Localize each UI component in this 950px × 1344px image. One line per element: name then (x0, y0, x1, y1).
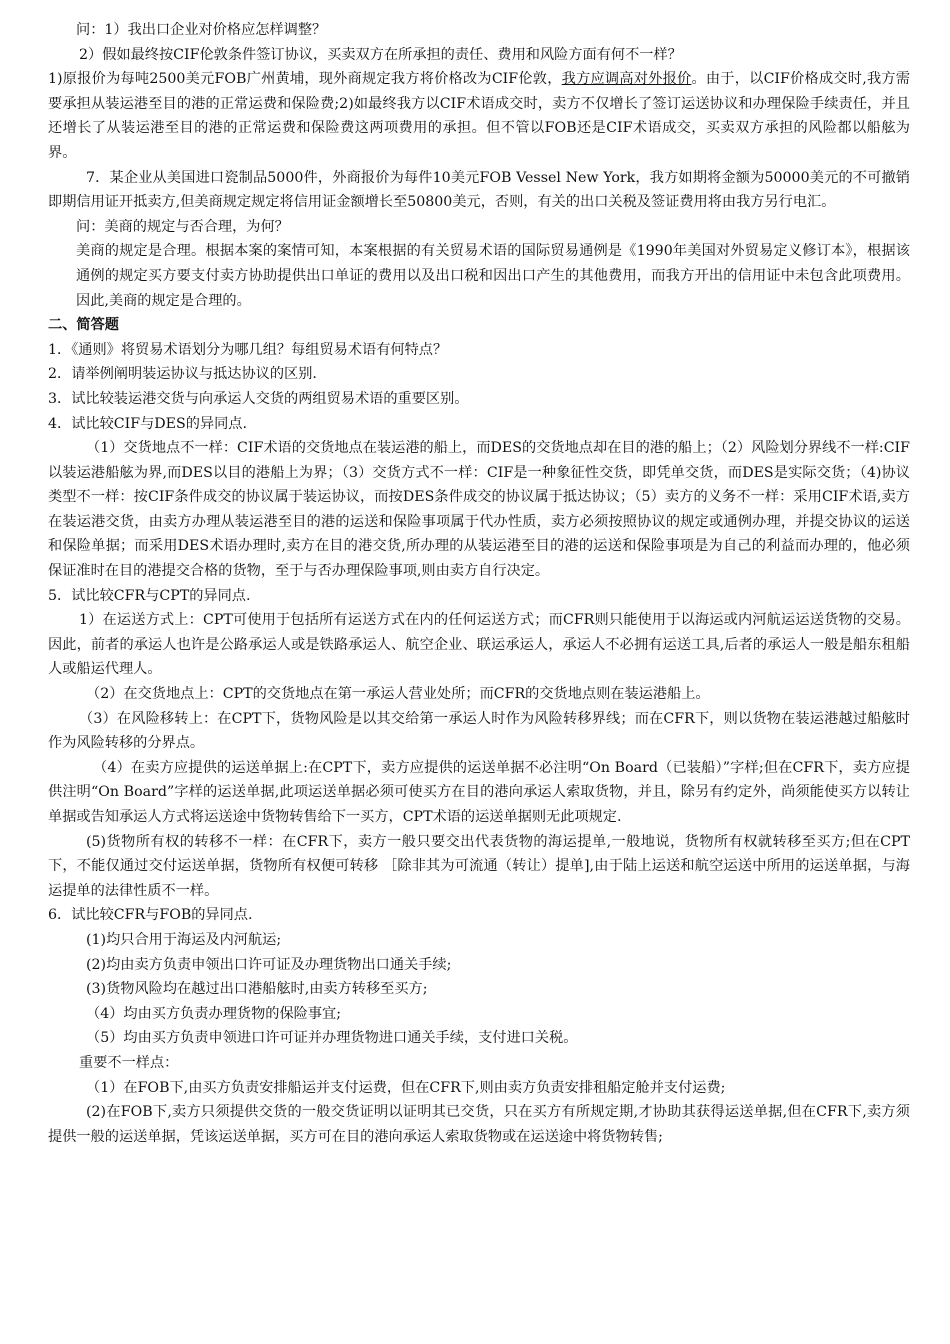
question-item: 4．试比较CIF与DES的异同点. (48, 415, 247, 432)
answer-paragraph: (2)在FOB下,卖方只须提供交货的一般交货证明以证明其已交货，只在买方有所规定期,才协助其获得运送单据,但在CFR下,卖方须提供一般的运送单据，凭该运送单据，买方可在目的港向承运人索取货物或在运送途中将货物转售; (48, 1104, 910, 1145)
answer-text: 1)原报价为每吨2500美元FOB广州黄埔，现外商规定我方将价格改为CIF伦敦， (48, 71, 562, 88)
answer-paragraph: (5)货物所有权的转移不一样：在CFR下，卖方一般只要交出代表货物的海运提单,一般地说，货物所有权就转移至买方;但在CPT下，不能仅通过交付运送单据，货物所有权便可转移 ［除非其为可流通（转让）提单],由于陆上运送和航空运送中所用的运送单据，与海运提单的法律性质不一样。 (48, 833, 910, 899)
list-item: （4）均由买方负责办理货物的保险事宜; (86, 1005, 341, 1022)
question-item: 3．试比较装运港交货与向承运人交货的两组贸易术语的重要区别。 (48, 390, 469, 407)
case-paragraph: 7．某企业从美国进口瓷制品5000件，外商报价为每件10美元FOB Vessel New York，我方如期将金额为50000美元的不可撤销即期信用证开抵卖方,但美商规定规定将信用证金额增长至50800美元，否则，有关的出口关税及签证费用将由我方另行电汇。 (48, 169, 910, 211)
question-item: 2．请举例阐明装运协议与抵达协议的区别. (48, 366, 317, 383)
answer-paragraph: 美商的规定是合理。根据本案的案情可知，本案根据的有关贸易术语的国际贸易通例是《1990年美国对外贸易定义修订本》，根据该通例的规定买方要支付卖方协助提供出口单证的费用以及出口税和因出口产生的其他费用，而我方开出的信用证中未包含此项费用。因此,美商的规定是合理的。 (76, 243, 910, 309)
question-item: 1．《通则》将贸易术语划分为哪几组？每组贸易术语有何特点？ (48, 341, 448, 358)
question-line: 问：1）我出口企业对价格应怎样调整？ (76, 22, 327, 38)
list-item: (1)均只合用于海运及内河航运; (86, 931, 282, 948)
question-line: 问：美商的规定与否合理，为何？ (76, 218, 289, 235)
list-item: (3)货物风险均在越过出口港船舷时,由卖方转移至买方; (86, 981, 428, 998)
question-item: 5．试比较CFR与CPT的异同点. (48, 587, 251, 604)
answer-paragraph: （4）在卖方应提供的运送单据上:在CPT下，卖方应提供的运送单据不必注明“On Board（已装船）”字样;但在CFR下，卖方应提供注明“On Board”字样的运送单据,此项运送单据必须可使买方在目的港向承运人索取货物，并且，除另有约定外，尚须能使买方以转让单据或告知承运人方式将运送途中货物转售给下一买方，CPT术语的运送单据则无此项规定. (48, 759, 910, 825)
list-item: (2)均由卖方负责申领出口许可证及办理货物出口通关手续; (86, 956, 452, 973)
answer-block (48, 239, 910, 313)
answer-paragraph: 1）在运送方式上：CPT可使用于包括所有运送方式在内的任何运送方式；而CFR则只能使用于以海运或内河航运运送货物的交易。因此，前者的承运人也许是公路承运人或是铁路承运人、航空企业、联运承运人，承运人不必拥有运送工具,后者的承运人一般是船东租船人或船运代理人。 (48, 612, 910, 678)
question-item: 6．试比较CFR与FOB的异同点. (48, 907, 253, 924)
answer-text: 。由于，以CIF价格成交时,我方需要承担从装运港至目的港的正常运费和保险费;2)如最终我方以CIF术语成交时，卖方不仅增长了签订运送协议和办理保险手续责任，并且还增长了从装运港至目的港的正常运费和保险费这两项费用的承担。但不管以FOB还是CIF术语成交，买卖双方承担的风险都以船舷为界。 (48, 71, 910, 161)
list-item: （5）均由买方负责申领进口许可证并办理货物进口通关手续，支付进口关税。 (86, 1030, 578, 1047)
section-heading: 二、简答题 (48, 317, 119, 334)
answer-paragraph: （3）在风险移转上：在CPT下，货物风险是以其交给第一承运人时作为风险转移界线；而在CFR下，则以货物在装运港越过船舷时作为风险转移的分界点。 (48, 710, 910, 752)
answer-paragraph: （2）在交货地点上：CPT的交货地点在第一承运人营业处所；而CFR的交货地点则在装运港船上。 (86, 686, 710, 703)
answer-paragraph: （1）在FOB下,由买方负责安排船运并支付运费，但在CFR下,则由卖方负责安排租船定舱并支付运费; (86, 1079, 726, 1096)
answer-paragraph: （1）交货地点不一样：CIF术语的交货地点在装运港的船上，而DES的交货地点却在目的港的船上；（2）风险划分界线不一样:CIF以装运港船舷为界,而DES以目的港船上为界；（3）交货方式不一样：CIF是一种象征性交货，即凭单交货，而DES是实际交货；（4)协议类型不一样：按CIF条件成交的协议属于装运协议，而按DES条件成交的协议属于抵达协议；（5）卖方的义务不一样：采用CIF术语,卖方在装运港交货，由卖方办理从装运港至目的港的运送和保险事项属于代办性质，卖方必须按照协议的规定或通例办理，并提交协议的运送和保险单据；而采用DES术语办理时,卖方在目的港交货,所办理的从装运港至目的港的运送和保险事项是为自己的利益而办理的，他必须保证准时在目的港提交合格的货物，至于与否办理保险事项,则由卖方自行决定。 (48, 440, 910, 580)
answer-paragraph (48, 67, 910, 165)
question-line: 2）假如最终按CIF伦敦条件签订协议，买卖双方在所承担的责任、费用和风险方面有何不一样？ (79, 46, 682, 63)
underlined-text: 我方应调高对外报价 (561, 71, 692, 88)
subheading: 重要不一样点： (79, 1054, 179, 1071)
